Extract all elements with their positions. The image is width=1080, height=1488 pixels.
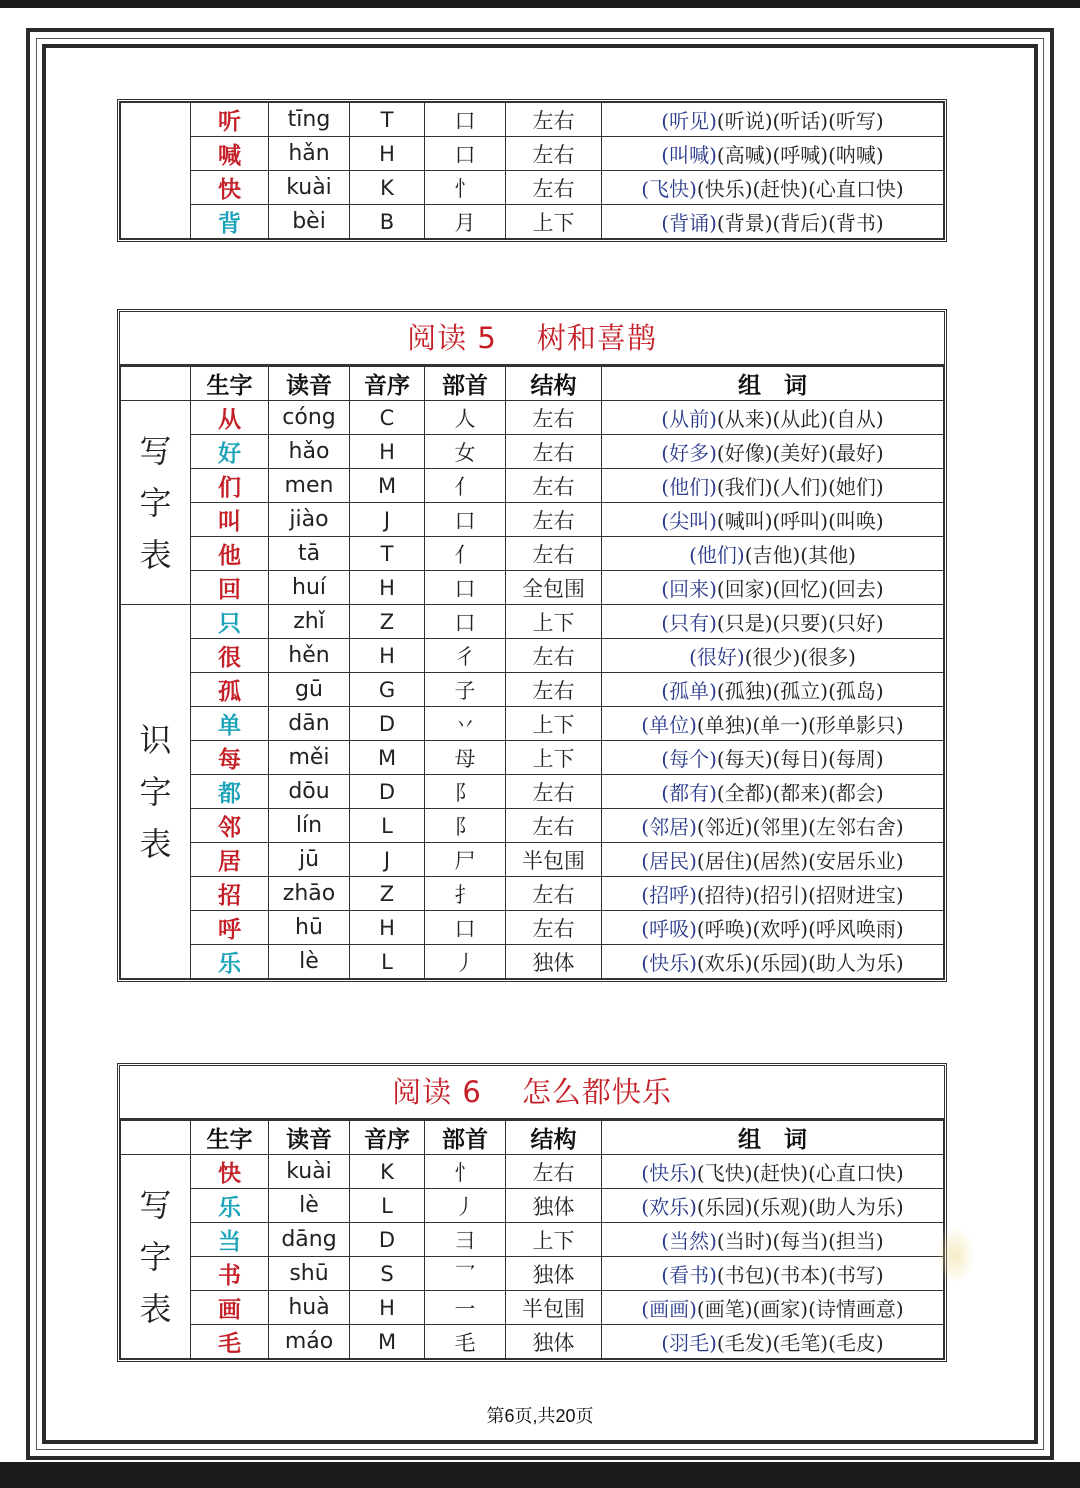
- pinyin-cell: měi: [269, 741, 350, 775]
- pinyin-cell: tā: [269, 537, 350, 571]
- page-number: 第6页,共20页: [486, 1406, 594, 1426]
- table-row: [121, 605, 944, 639]
- table-row: [121, 809, 944, 843]
- words-cell: [602, 435, 944, 469]
- char-cell: 快: [191, 171, 269, 205]
- other-words: (乐园)(乐观)(助人为乐): [696, 1195, 904, 1219]
- table-continued: [120, 102, 944, 239]
- structure-cell: 上下: [506, 707, 602, 741]
- initial-letter-cell: L: [350, 809, 425, 843]
- words-cell: [602, 1291, 944, 1325]
- words-cell: [602, 401, 944, 435]
- words-cell: [602, 137, 944, 171]
- pinyin-cell: lè: [269, 945, 350, 979]
- char-cell: 听: [191, 103, 269, 137]
- structure-cell: 左右: [506, 1155, 602, 1189]
- pinyin-cell: gū: [269, 673, 350, 707]
- initial-letter-cell: C: [350, 401, 425, 435]
- table-title-number: 阅读 5: [407, 321, 497, 355]
- structure-cell: 独体: [506, 1189, 602, 1223]
- header-cell: 生字: [191, 1121, 269, 1155]
- words-cell: [602, 103, 944, 137]
- table-title: [120, 1066, 944, 1120]
- radical-cell: 乛: [425, 1257, 506, 1291]
- table-body: [121, 1155, 944, 1359]
- table-row: [121, 401, 944, 435]
- initial-letter-cell: B: [350, 205, 425, 239]
- table-row: [121, 1189, 944, 1223]
- radical-cell: 口: [425, 103, 506, 137]
- radical-cell: 口: [425, 571, 506, 605]
- header-cell-blank: [121, 367, 191, 401]
- words-cell: [602, 1325, 944, 1359]
- other-words: (从来)(从此)(自从): [716, 407, 884, 431]
- structure-cell: 独体: [506, 945, 602, 979]
- first-word: (只有): [661, 611, 717, 635]
- table-row: [121, 503, 944, 537]
- table-header: [121, 367, 944, 401]
- structure-cell: 左右: [506, 639, 602, 673]
- radical-cell: 阝: [425, 809, 506, 843]
- words-cell: [602, 809, 944, 843]
- char-cell: 叫: [191, 503, 269, 537]
- table-row: [121, 103, 944, 137]
- header-cell-blank: [121, 1121, 191, 1155]
- initial-letter-cell: K: [350, 1155, 425, 1189]
- first-word: (回来): [661, 577, 717, 601]
- char-cell: 他: [191, 537, 269, 571]
- other-words: (背景)(背后)(背书): [716, 211, 884, 235]
- words-cell: [602, 503, 944, 537]
- table-row: [121, 205, 944, 239]
- first-word: (快乐): [641, 1161, 697, 1185]
- pinyin-cell: dōu: [269, 775, 350, 809]
- char-cell: 邻: [191, 809, 269, 843]
- category-char: 识: [139, 720, 172, 759]
- structure-cell: 左右: [506, 435, 602, 469]
- structure-cell: 上下: [506, 1223, 602, 1257]
- initial-letter-cell: L: [350, 1189, 425, 1223]
- table-row: [121, 1325, 944, 1359]
- other-words: (只是)(只要)(只好): [716, 611, 884, 635]
- initial-letter-cell: D: [350, 775, 425, 809]
- category-char: 表: [139, 535, 172, 574]
- table-row: [121, 673, 944, 707]
- category-cell: [121, 605, 191, 979]
- initial-letter-cell: H: [350, 1291, 425, 1325]
- other-words: (很少)(很多): [744, 645, 856, 669]
- header-cell: 结构: [506, 1121, 602, 1155]
- first-word: (每个): [661, 747, 717, 771]
- other-words: (居住)(居然)(安居乐业): [696, 849, 904, 873]
- pinyin-cell: bèi: [269, 205, 350, 239]
- radical-cell: 忄: [425, 171, 506, 205]
- table-row: [121, 877, 944, 911]
- words-cell: [602, 741, 944, 775]
- char-cell: 很: [191, 639, 269, 673]
- category-char: 表: [139, 1289, 172, 1328]
- words-cell: [602, 205, 944, 239]
- initial-letter-cell: Z: [350, 877, 425, 911]
- header-cell: 音序: [350, 1121, 425, 1155]
- table-row: [121, 571, 944, 605]
- table-title-name: 树和喜鹊: [536, 321, 657, 355]
- radical-cell: 子: [425, 673, 506, 707]
- other-words: (画笔)(画家)(诗情画意): [696, 1297, 904, 1321]
- category-char: 写: [139, 1185, 172, 1224]
- category-cell: [121, 401, 191, 605]
- structure-cell: 左右: [506, 775, 602, 809]
- initial-letter-cell: D: [350, 707, 425, 741]
- other-words: (招待)(招引)(招财进宝): [696, 883, 904, 907]
- first-word: (都有): [661, 781, 717, 805]
- pinyin-cell: hǎn: [269, 137, 350, 171]
- initial-letter-cell: S: [350, 1257, 425, 1291]
- initial-letter-cell: Z: [350, 605, 425, 639]
- first-word: (孤单): [661, 679, 717, 703]
- initial-letter-cell: M: [350, 1325, 425, 1359]
- structure-cell: 左右: [506, 673, 602, 707]
- table-row: [121, 1257, 944, 1291]
- structure-cell: 全包围: [506, 571, 602, 605]
- other-words: (吉他)(其他): [744, 543, 856, 567]
- structure-cell: 左右: [506, 809, 602, 843]
- radical-cell: 亻: [425, 469, 506, 503]
- char-cell: 招: [191, 877, 269, 911]
- table-row: [121, 707, 944, 741]
- first-word: (欢乐): [641, 1195, 697, 1219]
- radical-cell: 毛: [425, 1325, 506, 1359]
- table-reading-5: [120, 366, 944, 979]
- initial-letter-cell: H: [350, 571, 425, 605]
- char-cell: 快: [191, 1155, 269, 1189]
- other-words: (我们)(人们)(她们): [716, 475, 884, 499]
- radical-cell: 女: [425, 435, 506, 469]
- other-words: (快乐)(赶快)(心直口快): [696, 177, 904, 201]
- table-row: [121, 171, 944, 205]
- initial-letter-cell: G: [350, 673, 425, 707]
- other-words: (呼唤)(欢呼)(呼风唤雨): [696, 917, 904, 941]
- words-cell: [602, 945, 944, 979]
- first-word: (快乐): [641, 951, 697, 975]
- radical-cell: 一: [425, 1291, 506, 1325]
- pinyin-cell: cóng: [269, 401, 350, 435]
- structure-cell: 左右: [506, 171, 602, 205]
- pinyin-cell: jū: [269, 843, 350, 877]
- structure-cell: 左右: [506, 877, 602, 911]
- initial-letter-cell: J: [350, 843, 425, 877]
- table-row: [121, 537, 944, 571]
- words-cell: [602, 605, 944, 639]
- first-word: (听见): [661, 109, 717, 133]
- initial-letter-cell: M: [350, 741, 425, 775]
- first-word: (呼吸): [641, 917, 697, 941]
- radical-cell: 阝: [425, 775, 506, 809]
- words-cell: [602, 911, 944, 945]
- sparkle-decoration: [935, 1225, 975, 1285]
- other-words: (单独)(单一)(形单影只): [696, 713, 904, 737]
- char-cell: 孤: [191, 673, 269, 707]
- table-row: [121, 435, 944, 469]
- pinyin-cell: tīng: [269, 103, 350, 137]
- structure-cell: 左右: [506, 503, 602, 537]
- first-word: (居民): [641, 849, 697, 873]
- category-cell: [121, 1155, 191, 1359]
- char-cell: 只: [191, 605, 269, 639]
- radical-cell: 口: [425, 911, 506, 945]
- first-word: (很好): [689, 645, 745, 669]
- other-words: (孤独)(孤立)(孤岛): [716, 679, 884, 703]
- char-cell: 每: [191, 741, 269, 775]
- character-table-reading-6: [117, 1063, 947, 1362]
- pinyin-cell: máo: [269, 1325, 350, 1359]
- structure-cell: 左右: [506, 137, 602, 171]
- first-word: (他们): [689, 543, 745, 567]
- initial-letter-cell: H: [350, 911, 425, 945]
- table-row: [121, 639, 944, 673]
- char-cell: 都: [191, 775, 269, 809]
- first-word: (好多): [661, 441, 717, 465]
- other-words: (欢乐)(乐园)(助人为乐): [696, 951, 904, 975]
- pinyin-cell: huà: [269, 1291, 350, 1325]
- radical-cell: 口: [425, 137, 506, 171]
- other-words: (邻近)(邻里)(左邻右舍): [696, 815, 904, 839]
- table-row: [121, 775, 944, 809]
- header-cell: 音序: [350, 367, 425, 401]
- radical-cell: 丿: [425, 945, 506, 979]
- char-cell: 书: [191, 1257, 269, 1291]
- pinyin-cell: jiào: [269, 503, 350, 537]
- table-row: [121, 741, 944, 775]
- radical-cell: 彳: [425, 639, 506, 673]
- char-cell: 乐: [191, 1189, 269, 1223]
- words-cell: [602, 1155, 944, 1189]
- words-cell: [602, 775, 944, 809]
- pinyin-cell: hū: [269, 911, 350, 945]
- char-cell: 居: [191, 843, 269, 877]
- structure-cell: 半包围: [506, 843, 602, 877]
- category-char: 写: [139, 431, 172, 470]
- pinyin-cell: lè: [269, 1189, 350, 1223]
- structure-cell: 上下: [506, 205, 602, 239]
- category-char: 表: [139, 824, 172, 863]
- structure-cell: 半包围: [506, 1291, 602, 1325]
- other-words: (听说)(听话)(听写): [716, 109, 884, 133]
- char-cell: 当: [191, 1223, 269, 1257]
- initial-letter-cell: T: [350, 103, 425, 137]
- char-cell: 背: [191, 205, 269, 239]
- first-word: (从前): [661, 407, 717, 431]
- char-cell: 从: [191, 401, 269, 435]
- structure-cell: 上下: [506, 605, 602, 639]
- other-words: (每天)(每日)(每周): [716, 747, 884, 771]
- category-char: 字: [139, 483, 172, 522]
- char-cell: 喊: [191, 137, 269, 171]
- table-row: [121, 137, 944, 171]
- table-title-name: 怎么都快乐: [521, 1075, 672, 1109]
- table-title: [120, 312, 944, 366]
- pinyin-cell: zhǐ: [269, 605, 350, 639]
- header-cell: 组 词: [602, 1121, 944, 1155]
- pinyin-cell: huí: [269, 571, 350, 605]
- pinyin-cell: dāng: [269, 1223, 350, 1257]
- other-words: (毛发)(毛笔)(毛皮): [716, 1331, 884, 1355]
- structure-cell: 独体: [506, 1325, 602, 1359]
- radical-cell: 尸: [425, 843, 506, 877]
- radical-cell: 月: [425, 205, 506, 239]
- char-cell: 毛: [191, 1325, 269, 1359]
- char-cell: 单: [191, 707, 269, 741]
- initial-letter-cell: K: [350, 171, 425, 205]
- other-words: (喊叫)(呼叫)(叫唤): [716, 509, 884, 533]
- other-words: (当时)(每当)(担当): [716, 1229, 884, 1253]
- table-row: [121, 1291, 944, 1325]
- header-cell: 部首: [425, 367, 506, 401]
- structure-cell: 上下: [506, 741, 602, 775]
- other-words: (书包)(书本)(书写): [716, 1263, 884, 1287]
- other-words: (好像)(美好)(最好): [716, 441, 884, 465]
- table-row: [121, 469, 944, 503]
- initial-letter-cell: M: [350, 469, 425, 503]
- radical-cell: 丿: [425, 1189, 506, 1223]
- header-row: [121, 367, 944, 401]
- structure-cell: 独体: [506, 1257, 602, 1291]
- words-cell: [602, 1189, 944, 1223]
- radical-cell: 忄: [425, 1155, 506, 1189]
- structure-cell: 左右: [506, 537, 602, 571]
- words-cell: [602, 639, 944, 673]
- first-word: (飞快): [641, 177, 697, 201]
- words-cell: [602, 537, 944, 571]
- words-cell: [602, 843, 944, 877]
- header-cell: 读音: [269, 1121, 350, 1155]
- initial-letter-cell: T: [350, 537, 425, 571]
- radical-cell: 口: [425, 605, 506, 639]
- header-cell: 组 词: [602, 367, 944, 401]
- first-word: (画画): [641, 1297, 697, 1321]
- other-words: (飞快)(赶快)(心直口快): [696, 1161, 904, 1185]
- char-cell: 乐: [191, 945, 269, 979]
- initial-letter-cell: J: [350, 503, 425, 537]
- pinyin-cell: zhāo: [269, 877, 350, 911]
- radical-cell: 彐: [425, 1223, 506, 1257]
- header-cell: 生字: [191, 367, 269, 401]
- words-cell: [602, 1257, 944, 1291]
- words-cell: [602, 877, 944, 911]
- table-row: [121, 1155, 944, 1189]
- pinyin-cell: hěn: [269, 639, 350, 673]
- pinyin-cell: lín: [269, 809, 350, 843]
- table-title-number: 阅读 6: [392, 1075, 482, 1109]
- first-word: (羽毛): [661, 1331, 717, 1355]
- first-word: (他们): [661, 475, 717, 499]
- words-cell: [602, 571, 944, 605]
- table-body: [121, 401, 944, 979]
- first-word: (尖叫): [661, 509, 717, 533]
- words-cell: [602, 171, 944, 205]
- structure-cell: 左右: [506, 103, 602, 137]
- table-row: [121, 911, 944, 945]
- table-body: [121, 103, 944, 239]
- header-cell: 读音: [269, 367, 350, 401]
- char-cell: 画: [191, 1291, 269, 1325]
- words-cell: [602, 673, 944, 707]
- char-cell: 们: [191, 469, 269, 503]
- pinyin-cell: kuài: [269, 1155, 350, 1189]
- initial-letter-cell: D: [350, 1223, 425, 1257]
- other-words: (回家)(回忆)(回去): [716, 577, 884, 601]
- first-word: (当然): [661, 1229, 717, 1253]
- first-word: (招呼): [641, 883, 697, 907]
- pinyin-cell: dān: [269, 707, 350, 741]
- character-table-continued: [117, 99, 947, 242]
- radical-cell: 人: [425, 401, 506, 435]
- table-row: [121, 945, 944, 979]
- table-row: [121, 1223, 944, 1257]
- first-word: (叫喊): [661, 143, 717, 167]
- table-reading-6: [120, 1120, 944, 1359]
- initial-letter-cell: H: [350, 137, 425, 171]
- pinyin-cell: kuài: [269, 171, 350, 205]
- category-cell: [121, 103, 191, 239]
- char-cell: 呼: [191, 911, 269, 945]
- initial-letter-cell: H: [350, 435, 425, 469]
- initial-letter-cell: L: [350, 945, 425, 979]
- radical-cell: 母: [425, 741, 506, 775]
- first-word: (邻居): [641, 815, 697, 839]
- character-table-reading-5: [117, 309, 947, 982]
- char-cell: 回: [191, 571, 269, 605]
- pinyin-cell: hǎo: [269, 435, 350, 469]
- bottom-edge-bar: [0, 1462, 1080, 1488]
- radical-cell: 亻: [425, 537, 506, 571]
- category-char: 字: [139, 772, 172, 811]
- other-words: (全都)(都来)(都会): [716, 781, 884, 805]
- pinyin-cell: men: [269, 469, 350, 503]
- words-cell: [602, 1223, 944, 1257]
- other-words: (高喊)(呼喊)(呐喊): [716, 143, 884, 167]
- table-header: [121, 1121, 944, 1155]
- header-row: [121, 1121, 944, 1155]
- category-char: 字: [139, 1237, 172, 1276]
- radical-cell: 扌: [425, 877, 506, 911]
- pinyin-cell: shū: [269, 1257, 350, 1291]
- structure-cell: 左右: [506, 911, 602, 945]
- header-cell: 部首: [425, 1121, 506, 1155]
- words-cell: [602, 469, 944, 503]
- first-word: (看书): [661, 1263, 717, 1287]
- radical-cell: 丷: [425, 707, 506, 741]
- table-row: [121, 843, 944, 877]
- first-word: (单位): [641, 713, 697, 737]
- structure-cell: 左右: [506, 401, 602, 435]
- top-edge-bar: [0, 0, 1080, 8]
- initial-letter-cell: H: [350, 639, 425, 673]
- words-cell: [602, 707, 944, 741]
- header-cell: 结构: [506, 367, 602, 401]
- structure-cell: 左右: [506, 469, 602, 503]
- radical-cell: 口: [425, 503, 506, 537]
- first-word: (背诵): [661, 211, 717, 235]
- char-cell: 好: [191, 435, 269, 469]
